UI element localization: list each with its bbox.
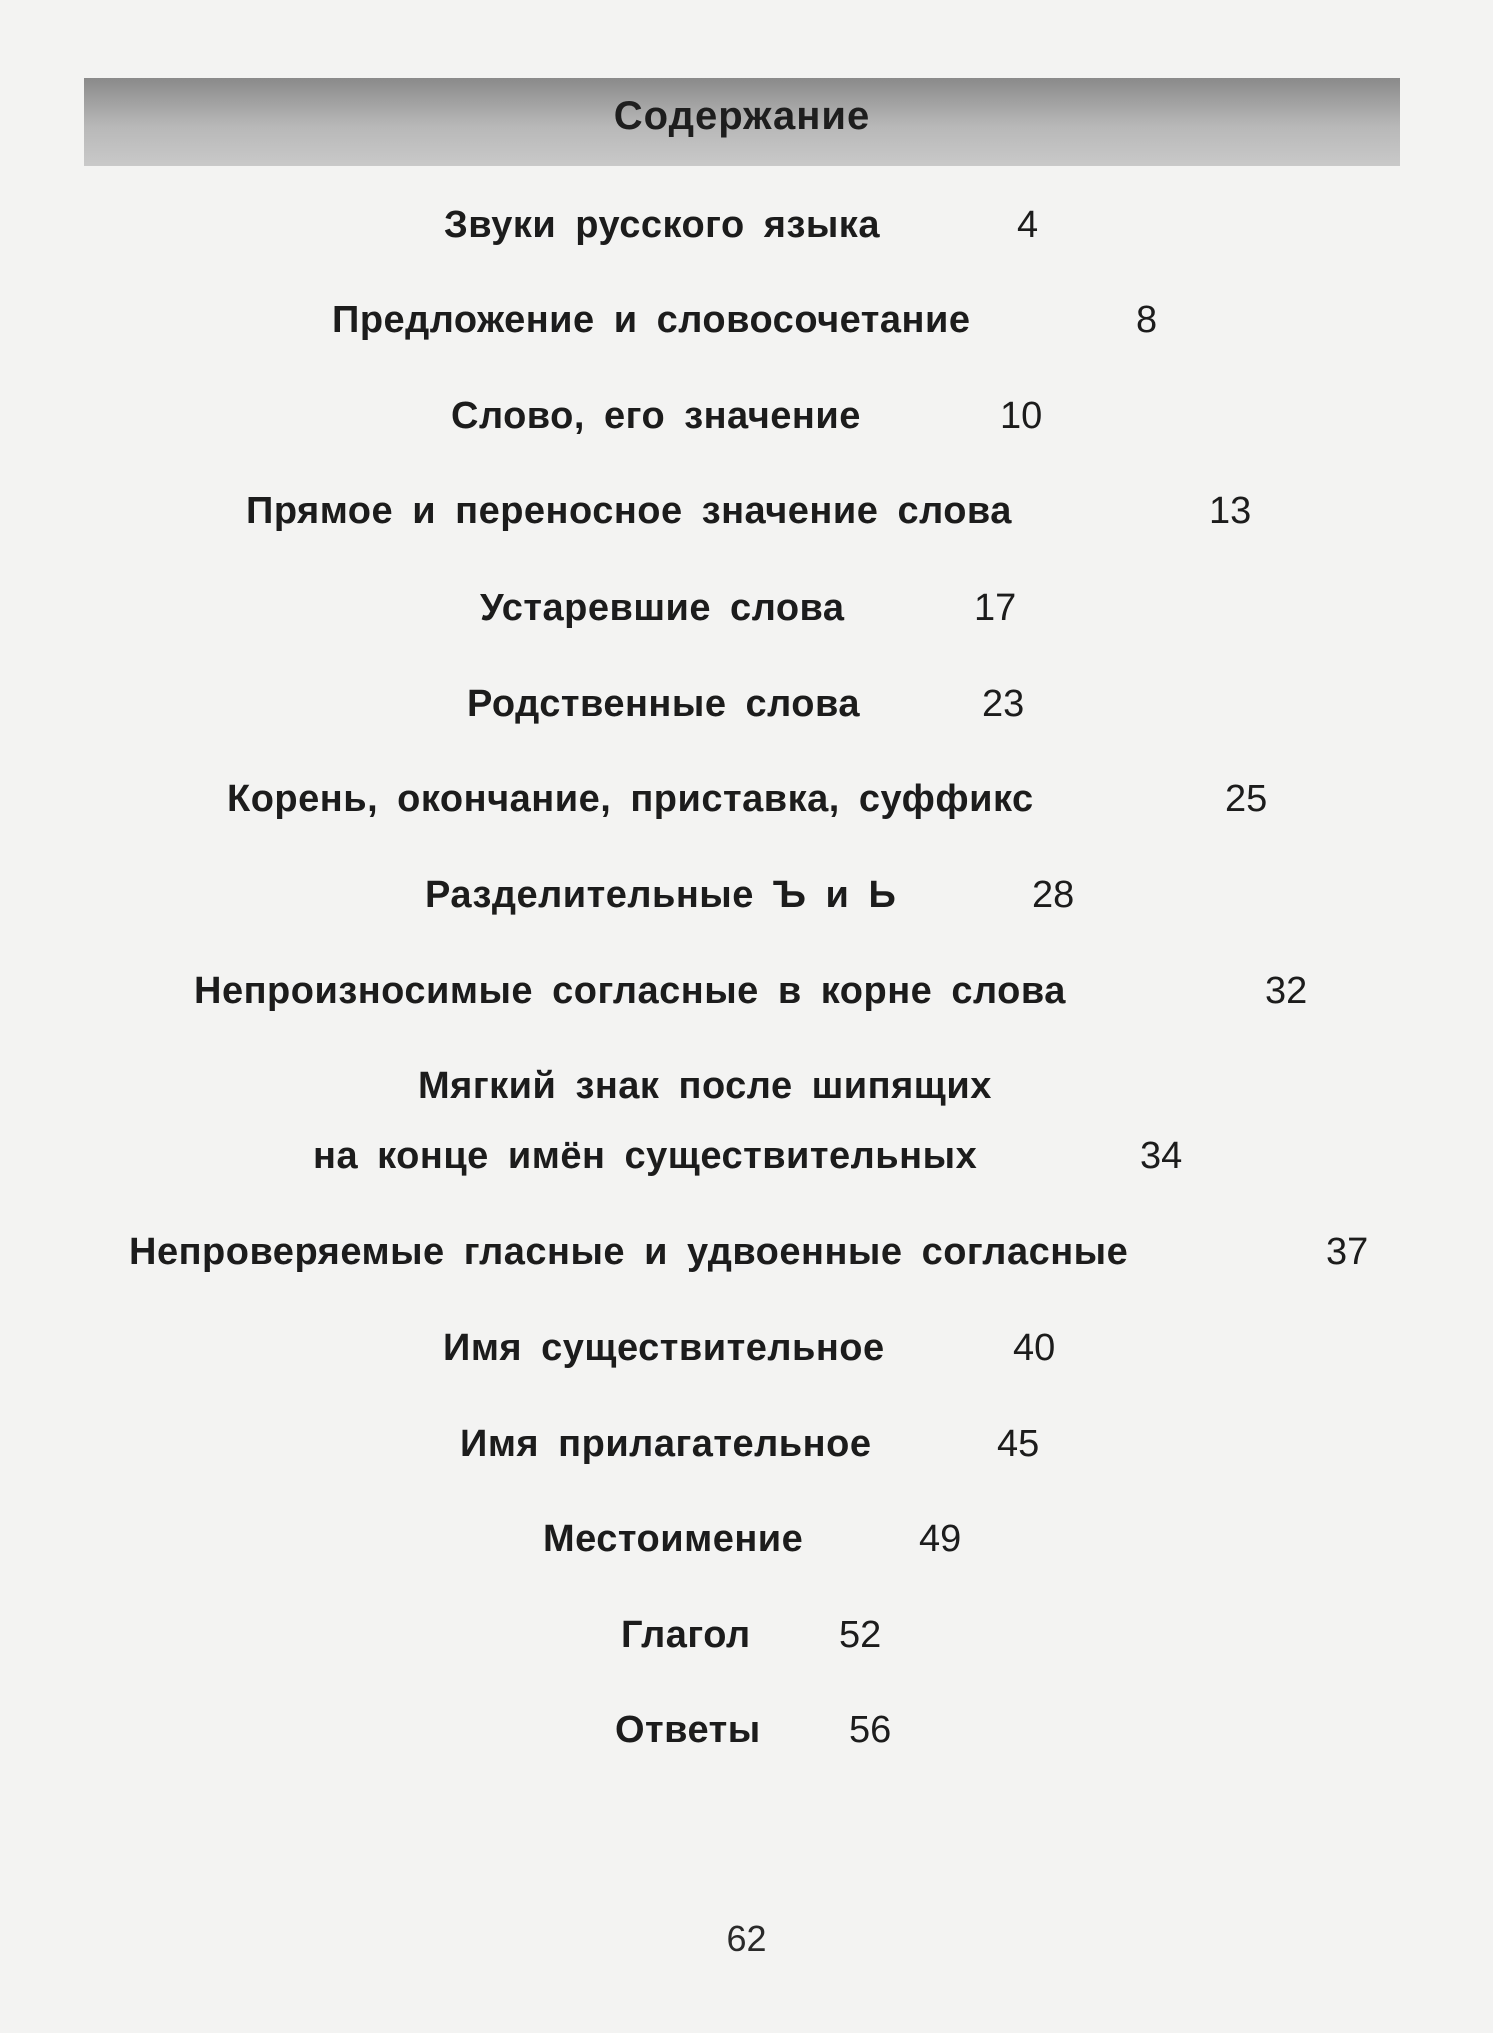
toc-entry-title: Непроверяемые гласные и удвоенные согласные xyxy=(129,1231,1129,1273)
toc-entry-title: Мягкий знак после шипящих xyxy=(418,1065,992,1107)
toc-entry-title: Непроизносимые согласные в корне слова xyxy=(194,970,1066,1012)
toc-entry-page: 17 xyxy=(974,587,1017,629)
toc-entry xyxy=(332,297,1158,343)
toc-entry-page: 34 xyxy=(1140,1135,1183,1177)
toc-entry-title: Корень, окончание, приставка, суффикс xyxy=(227,778,1034,820)
toc-entry xyxy=(451,393,1043,439)
toc-entry-page: 40 xyxy=(1013,1327,1056,1369)
toc-entry-page: 13 xyxy=(1209,490,1252,532)
page-number: 62 xyxy=(726,1918,767,1959)
toc-entry xyxy=(246,488,1252,534)
toc-entry-title: Имя прилагательное xyxy=(460,1423,872,1465)
toc-entry-page: 10 xyxy=(1000,395,1043,437)
contents-header-bar xyxy=(84,78,1400,166)
toc-entry xyxy=(194,968,1308,1014)
toc-entry-title: Глагол xyxy=(621,1614,751,1656)
toc-entry-title: Предложение и словосочетание xyxy=(332,299,971,341)
toc-entry xyxy=(418,1063,992,1109)
toc-entry-title: Звуки русского языка xyxy=(444,204,880,246)
toc-entry-title: Устаревшие слова xyxy=(480,587,845,629)
contents-title: Содержание xyxy=(613,94,871,138)
toc-entry xyxy=(543,1516,962,1562)
toc-entry-page: 45 xyxy=(997,1423,1040,1465)
toc-entry-page: 52 xyxy=(839,1614,882,1656)
toc-entry xyxy=(129,1229,1369,1275)
toc-entry-title: Местоимение xyxy=(543,1518,804,1560)
toc-entry-page: 56 xyxy=(849,1709,892,1751)
toc-entry-title: Слово, его значение xyxy=(451,395,861,437)
toc-entry-page: 32 xyxy=(1265,970,1308,1012)
toc-entry-title: на конце имён существительных xyxy=(313,1135,978,1177)
toc-entry xyxy=(425,872,1075,918)
toc-entry-title: Прямое и переносное значение слова xyxy=(246,490,1012,532)
toc-entry xyxy=(467,681,1025,727)
toc-entry xyxy=(460,1421,1040,1467)
toc-entry xyxy=(621,1612,882,1658)
toc-entry xyxy=(227,776,1268,822)
toc-entry xyxy=(444,202,1039,248)
toc-entry xyxy=(480,585,1017,631)
toc-entry-title: Разделительные Ъ и Ь xyxy=(425,874,897,916)
toc-entry-page: 28 xyxy=(1032,874,1075,916)
toc-entry-title: Родственные слова xyxy=(467,683,860,725)
toc-entry-page: 23 xyxy=(982,683,1025,725)
toc-entry xyxy=(615,1707,892,1753)
toc-entry-title: Ответы xyxy=(615,1709,761,1751)
toc-entry-title: Имя существительное xyxy=(443,1327,885,1369)
toc-entry-page: 8 xyxy=(1136,299,1158,341)
toc-entry-page: 25 xyxy=(1225,778,1268,820)
toc-entry-page: 4 xyxy=(1017,204,1039,246)
toc-entry-continuation xyxy=(313,1133,1183,1179)
toc-entry-page: 49 xyxy=(919,1518,962,1560)
toc-entry-page: 37 xyxy=(1326,1231,1369,1273)
toc-entry xyxy=(443,1325,1056,1371)
